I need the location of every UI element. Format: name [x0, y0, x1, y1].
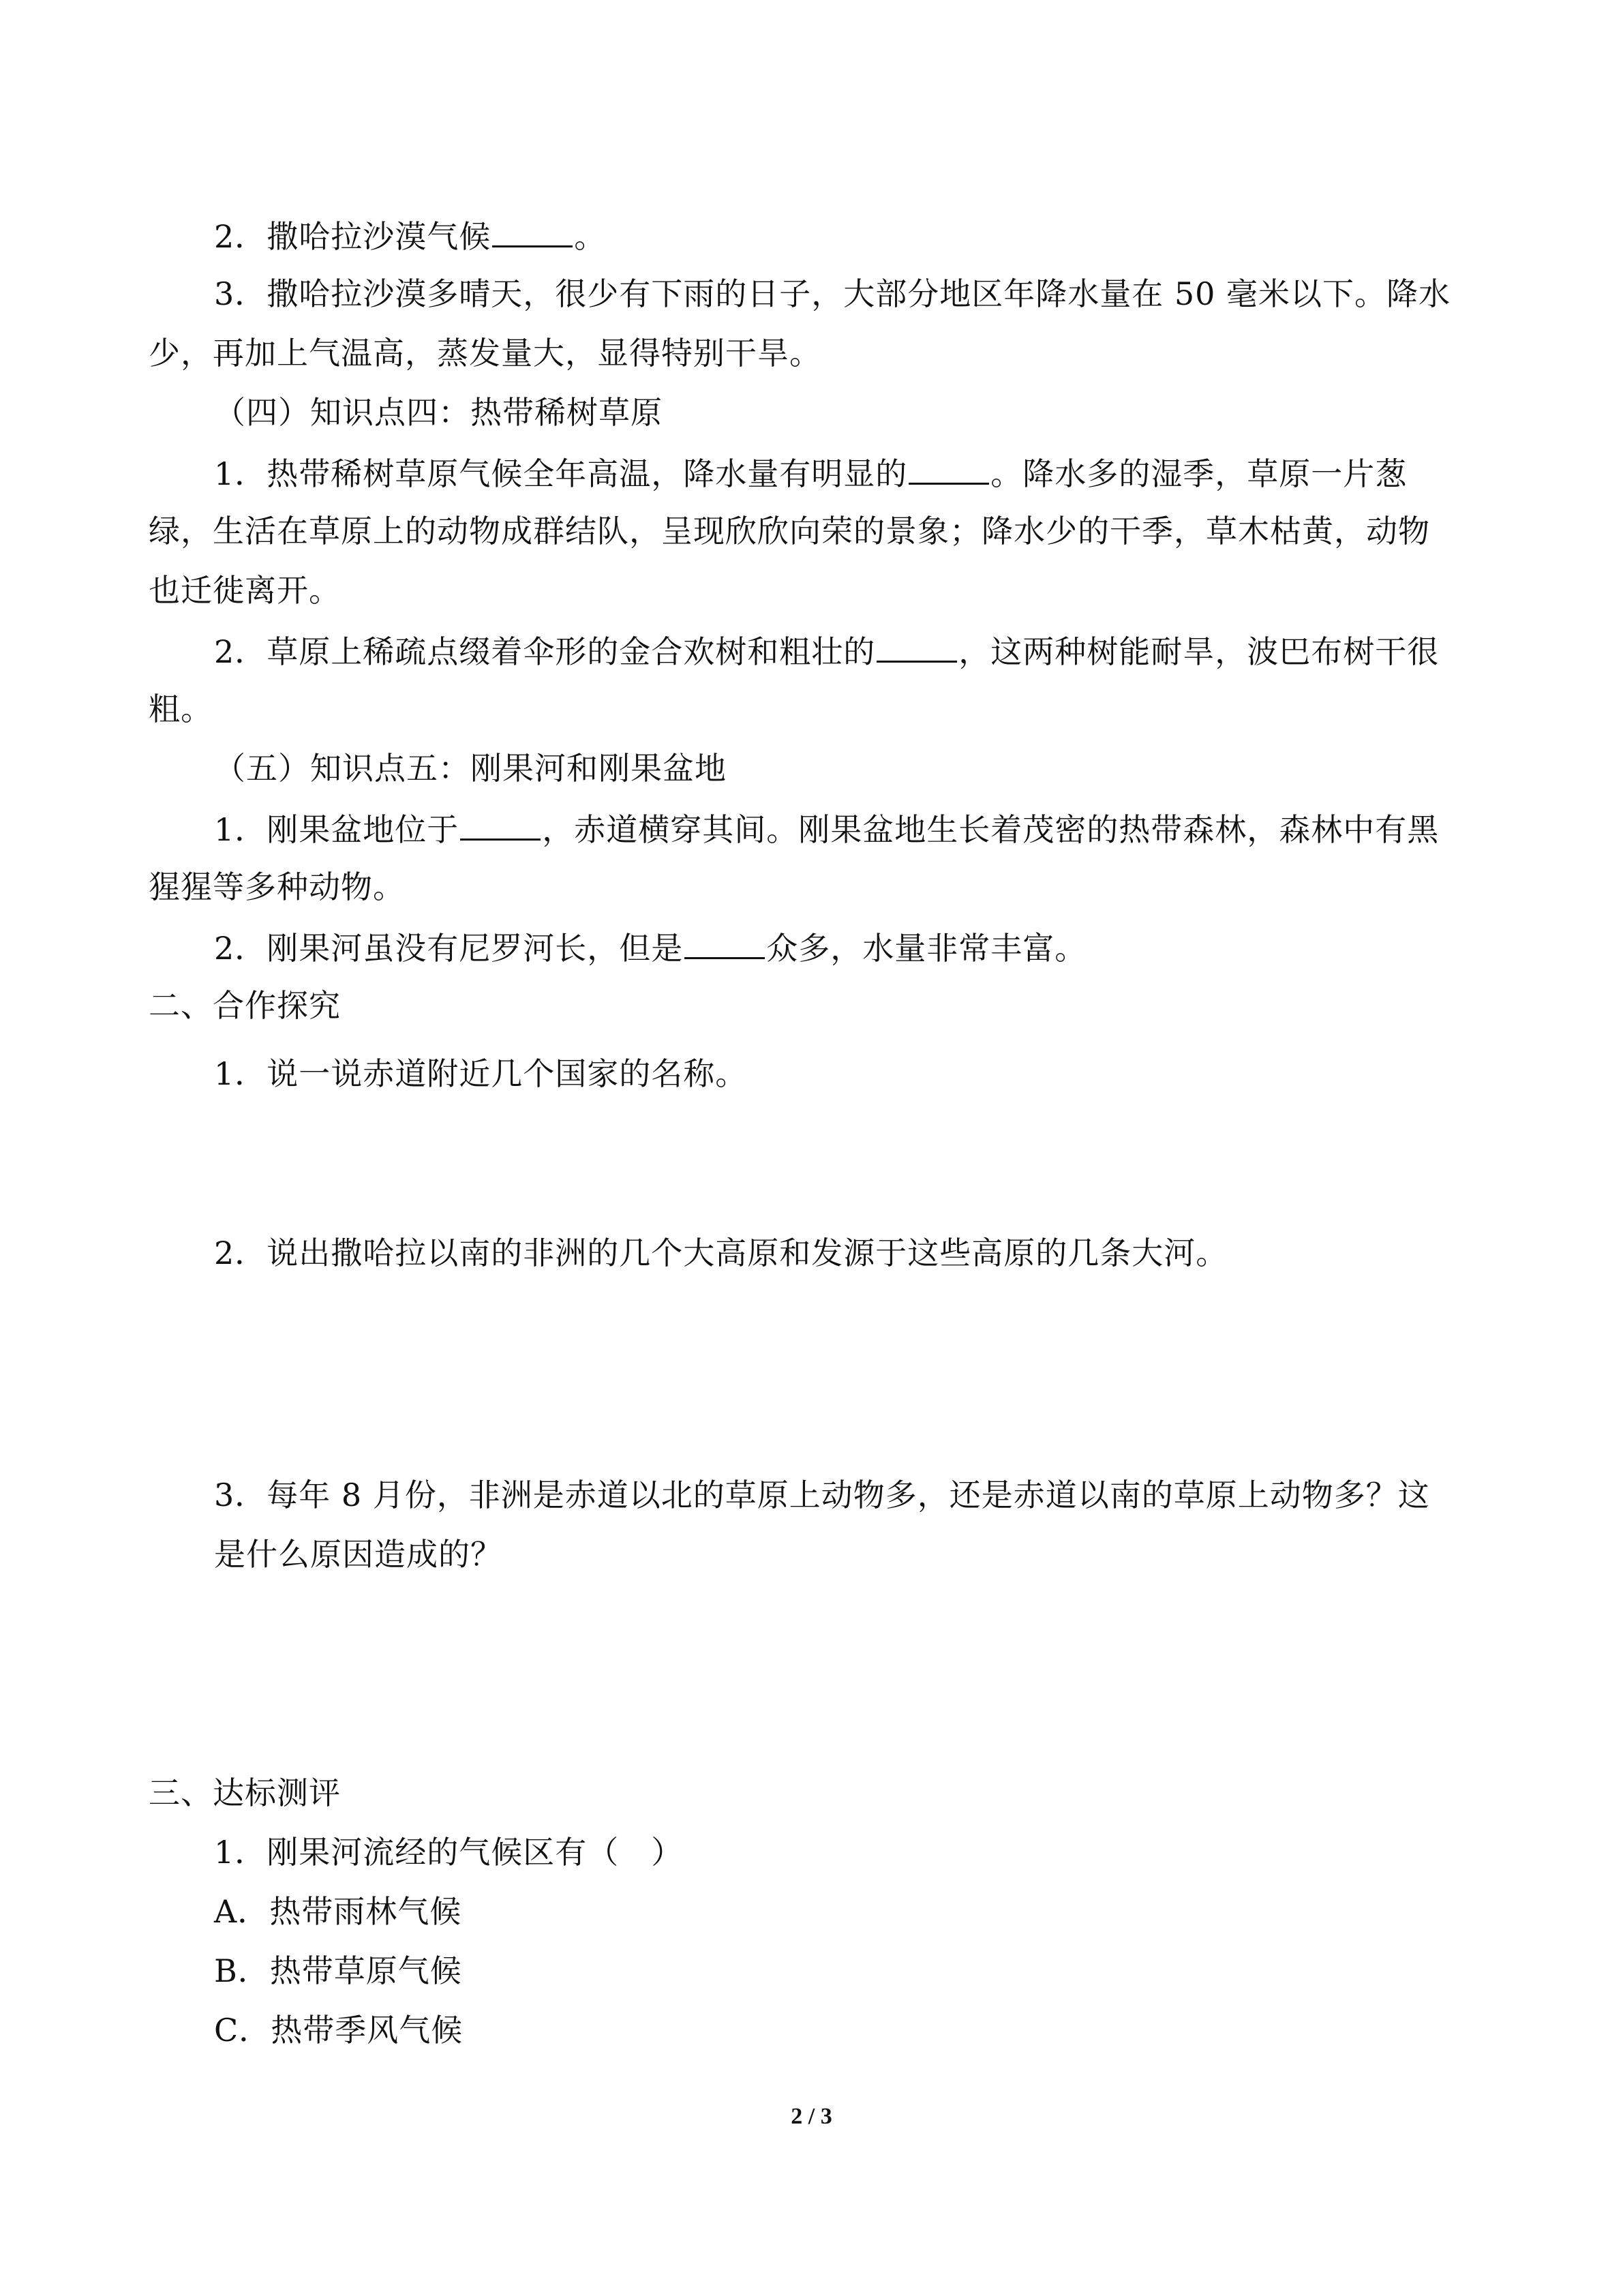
cooperative-question-3-line-1: 3．每年 8 月份，非洲是赤道以北的草原上动物多，还是赤道以南的草原上动物多？这	[214, 1477, 1430, 1513]
option-a[interactable]: A．热带雨林气候	[214, 1893, 462, 1930]
answer-blank[interactable]	[877, 629, 957, 663]
cooperative-question-2: 2．说出撒哈拉以南的非洲的几个大高原和发源于这些高原的几条大河。	[214, 1235, 1228, 1271]
page-number: 2 / 3	[791, 2104, 832, 2129]
savanna-question-1-line-1: 1．热带稀树草原气候全年高温，降水量有明显的 。降水多的湿季，草原一片葱	[214, 451, 1407, 494]
assessment-question-1: 1．刚果河流经的气候区有（ ）	[214, 1834, 684, 1871]
answer-blank[interactable]	[460, 807, 541, 841]
section-3-heading: 三、达标测评	[149, 1774, 341, 1811]
answer-blank[interactable]	[909, 451, 989, 485]
knowledge-point-4-heading: （四）知识点四：热带稀树草原	[214, 394, 663, 431]
congo-question-2: 2．刚果河虽没有尼罗河长，但是 众多，水量非常丰富。	[214, 926, 1087, 969]
sahara-rainfall-line-2: 少，再加上气温高，蒸发量大，显得特别干旱。	[149, 335, 821, 372]
congo-question-1-line-2: 猩猩等多种动物。	[149, 868, 405, 905]
answer-blank[interactable]	[684, 926, 765, 959]
sahara-rainfall-line-1: 3．撒哈拉沙漠多晴天，很少有下雨的日子，大部分地区年降水量在 50 毫米以下。降水	[214, 275, 1451, 312]
cooperative-question-3-line-2: 是什么原因造成的？	[214, 1536, 502, 1573]
answer-blank[interactable]	[492, 214, 573, 247]
savanna-question-1-line-2: 绿，生活在草原上的动物成群结队，呈现欣欣向荣的景象；降水少的干季，草木枯黄，动物	[149, 513, 1430, 549]
option-c[interactable]: C．热带季风气候	[214, 2012, 464, 2049]
savanna-question-1-line-3: 也迁徙离开。	[149, 572, 341, 609]
section-2-heading: 二、合作探究	[149, 987, 341, 1024]
savanna-question-2-line-1: 2．草原上稀疏点缀着伞形的金合欢树和粗壮的 ，这两种树能耐旱，波巴布树干很	[214, 629, 1439, 672]
option-b[interactable]: B．热带草原气候	[214, 1952, 462, 1989]
knowledge-point-5-heading: （五）知识点五：刚果河和刚果盆地	[214, 750, 727, 787]
savanna-question-2-line-2: 粗。	[149, 691, 213, 727]
sahara-climate-question: 2．撒哈拉沙漠气候 。	[214, 214, 606, 257]
cooperative-question-1: 1．说一说赤道附近几个国家的名称。	[214, 1055, 748, 1092]
congo-question-1-line-1: 1．刚果盆地位于 ，赤道横穿其间。刚果盆地生长着茂密的热带森林，森林中有黑	[214, 807, 1439, 850]
